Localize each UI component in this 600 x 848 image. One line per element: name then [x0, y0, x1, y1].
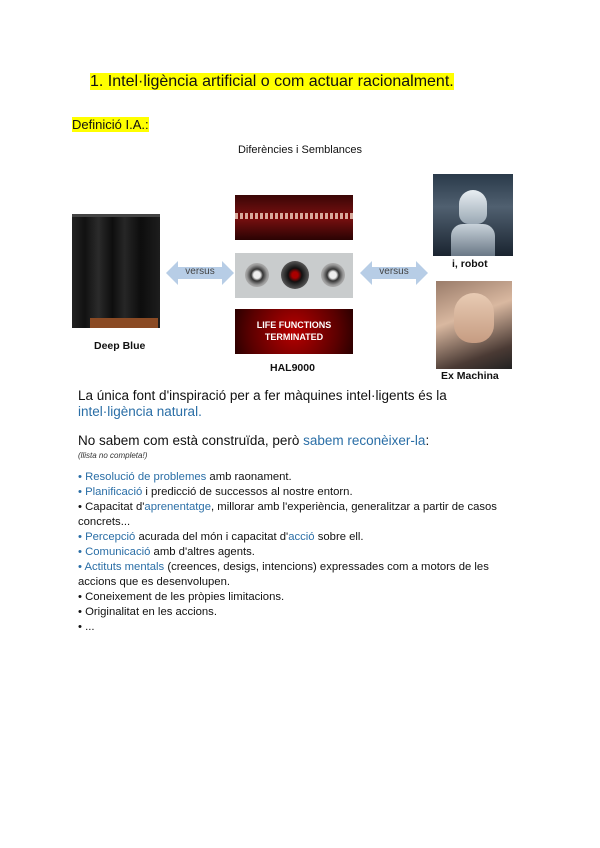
list-item: • ...	[78, 621, 95, 633]
intro-paragraph	[78, 388, 498, 420]
section-title	[90, 72, 454, 92]
hal-eye-red-icon	[281, 261, 309, 289]
hal-eye-icon	[245, 263, 269, 287]
figure-caption: Diferències i Semblances	[237, 144, 363, 156]
recognize-colon: :	[425, 433, 430, 448]
list-item: • Comunicació amb d'altres agents.	[78, 546, 255, 558]
ability-list	[78, 470, 508, 635]
hal-panel-image	[235, 195, 353, 240]
deep-blue-base	[90, 318, 158, 328]
robot-head-icon	[459, 190, 487, 224]
irobot-label: i, robot	[452, 258, 488, 270]
deep-blue-label: Deep Blue	[94, 340, 146, 352]
deep-blue-image	[72, 214, 160, 328]
hal-screen-image: LIFE FUNCTIONS TERMINATED	[235, 309, 353, 354]
intro-highlight: intel·ligència natural.	[78, 404, 202, 419]
recognize-paragraph	[78, 433, 498, 449]
ex-machina-image	[436, 281, 512, 369]
hal-label: HAL9000	[270, 362, 315, 374]
list-item: • Resolució de problemes amb raonament.	[78, 471, 292, 483]
robot-body-icon	[451, 224, 495, 256]
hal-eyes-image	[235, 253, 353, 298]
definition-label-text: Definició I.A.:	[72, 117, 149, 132]
list-item: • Coneixement de les pròpies limitacions.	[78, 591, 285, 603]
list-note: (llista no completa!)	[78, 451, 148, 460]
versus-right-label: versus	[379, 266, 409, 277]
definition-label	[72, 117, 149, 133]
list-item: • Originalitat en les accions.	[78, 606, 217, 618]
section-title-text: 1. Intel·ligència artificial o com actuar racionalment.	[90, 73, 454, 90]
list-item: • Percepció acurada del món i capacitat d'acció sobre ell.	[78, 531, 364, 543]
list-item: • Capacitat d'aprenentatge, millorar amb l'experiència, generalitzar a partir de casos concrets...	[78, 501, 497, 528]
list-item: • Actituts mentals (creences, desigs, intencions) expressades com a motors de les accions que es desenvolupen.	[78, 561, 489, 588]
recognize-text: No sabem com està construïda, però	[78, 433, 300, 448]
intro-text: La única font d'inspiració per a fer màquines intel·ligents és la	[78, 388, 447, 403]
hal-eye-icon	[321, 263, 345, 287]
recognize-highlight: sabem reconèixer-la	[303, 433, 426, 448]
face-icon	[454, 293, 494, 343]
irobot-image	[433, 174, 513, 256]
versus-left-label: versus	[185, 266, 215, 277]
list-item: • Planificació i predicció de successos al nostre entorn.	[78, 486, 353, 498]
ex-machina-label: Ex Machina	[441, 370, 499, 382]
